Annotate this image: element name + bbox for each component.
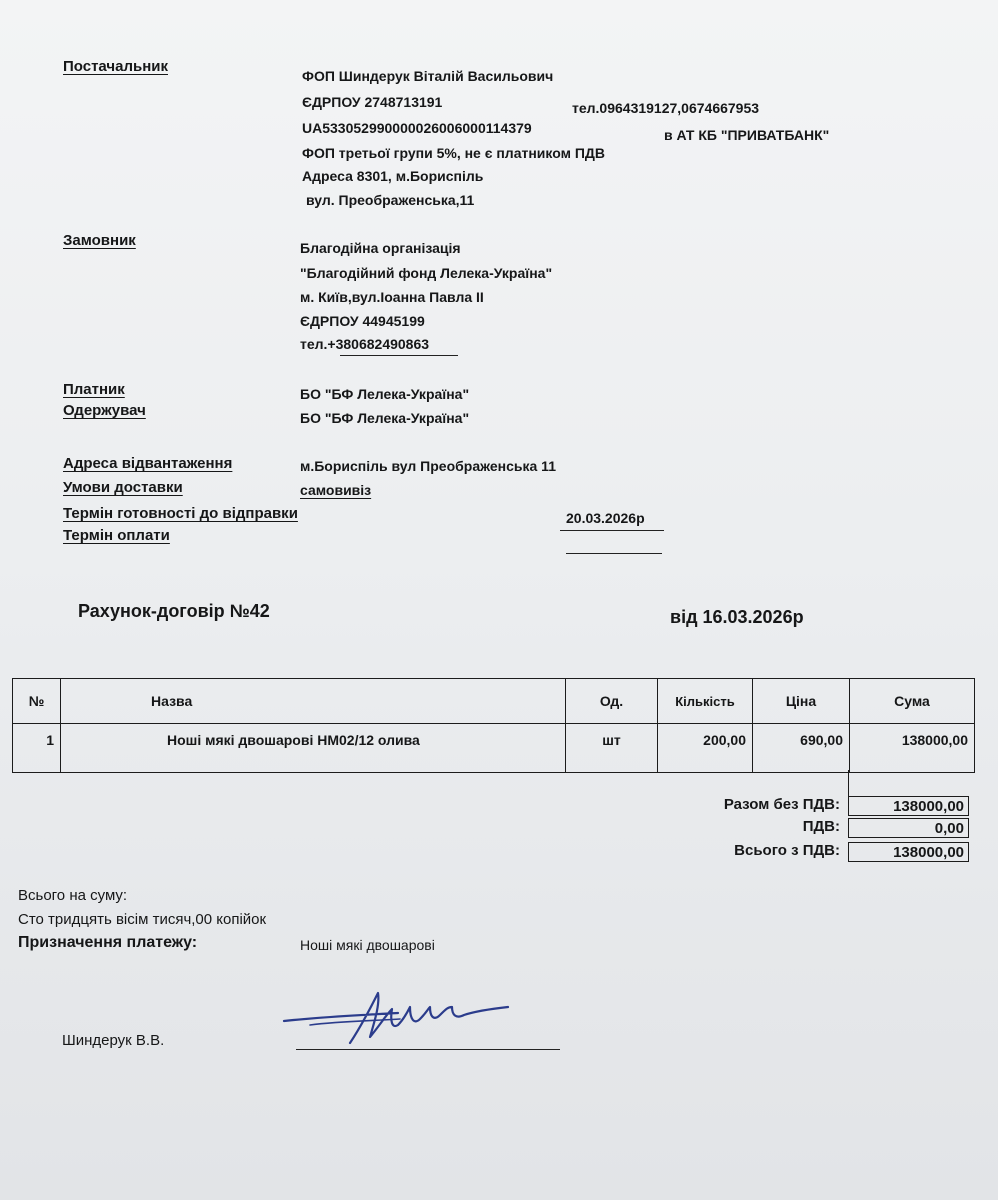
ready-term-label: Термін готовності до відправки bbox=[63, 505, 298, 522]
customer-edrpou: ЄДРПОУ 44945199 bbox=[300, 313, 425, 329]
payer-value: БО "БФ Лелека-Україна" bbox=[300, 386, 470, 402]
col-price-header: Ціна bbox=[753, 679, 850, 724]
row-sum: 138000,00 bbox=[850, 724, 975, 773]
payment-purpose-value: Ноші мякі двошарові bbox=[300, 937, 435, 953]
supplier-name: ФОП Шиндерук Віталій Васильович bbox=[302, 68, 554, 84]
table-header-row bbox=[13, 679, 975, 724]
customer-line-2: "Благодійний фонд Лелека-Україна" bbox=[300, 265, 553, 281]
total-value: 138000,00 bbox=[848, 842, 969, 862]
totals-connector bbox=[848, 770, 849, 796]
customer-phone: тел.+380682490863 bbox=[300, 336, 430, 352]
payer-label: Платник bbox=[63, 381, 125, 398]
shipping-address-value: м.Бориспіль вул Преображенська 11 bbox=[300, 458, 556, 474]
customer-label: Замовник bbox=[63, 232, 136, 249]
ready-term-value: 20.03.2026р bbox=[566, 510, 645, 526]
supplier-bank: в АТ КБ "ПРИВАТБАНК" bbox=[664, 127, 830, 143]
supplier-tax-status: ФОП третьої групи 5%, не є платником ПДВ bbox=[302, 145, 605, 161]
col-sum-header: Сума bbox=[850, 679, 975, 724]
items-table bbox=[12, 678, 975, 773]
row-unit: шт bbox=[566, 724, 658, 773]
total-in-words: Сто тридцять вісім тисяч,00 копійок bbox=[18, 911, 267, 928]
delivery-terms-label: Умови доставки bbox=[63, 479, 183, 496]
col-unit-header: Од. bbox=[566, 679, 658, 724]
table-row bbox=[13, 724, 975, 773]
supplier-address-1: Адреса 8301, м.Бориспіль bbox=[302, 168, 484, 184]
subtotal-value: 138000,00 bbox=[848, 796, 969, 816]
col-name-header: Назва bbox=[61, 679, 566, 724]
invoice-title: Рахунок-договір №42 bbox=[78, 601, 270, 621]
delivery-terms-value: самовивіз bbox=[300, 482, 372, 498]
subtotal-label: Разом без ПДВ: bbox=[723, 796, 840, 813]
supplier-phone: тел.0964319127,0674667953 bbox=[572, 100, 760, 116]
payment-term-label: Термін оплати bbox=[63, 527, 170, 544]
row-name: Ноші мякі двошарові НМ02/12 олива bbox=[61, 724, 566, 773]
payment-term-blank bbox=[566, 553, 662, 554]
invoice-date: від 16.03.2026р bbox=[670, 607, 804, 627]
supplier-label: Постачальник bbox=[63, 58, 168, 75]
supplier-edrpou: ЄДРПОУ 2748713191 bbox=[302, 94, 443, 110]
vat-label: ПДВ: bbox=[802, 818, 840, 835]
row-qty: 200,00 bbox=[658, 724, 753, 773]
ready-term-underline bbox=[560, 530, 664, 531]
row-price: 690,00 bbox=[753, 724, 850, 773]
vat-value: 0,00 bbox=[848, 818, 969, 838]
signatory-name: Шиндерук В.В. bbox=[62, 1032, 165, 1049]
recipient-label: Одержувач bbox=[63, 402, 146, 419]
customer-line-3: м. Київ,вул.Іоанна Павла ІІ bbox=[300, 289, 484, 305]
total-label: Всього з ПДВ: bbox=[734, 842, 840, 859]
payment-purpose-label: Призначення платежу: bbox=[18, 934, 198, 951]
shipping-address-label: Адреса відвантаження bbox=[63, 455, 233, 472]
recipient-value: БО "БФ Лелека-Україна" bbox=[300, 410, 470, 426]
signature-scribble bbox=[280, 985, 520, 1055]
supplier-address-2: вул. Преображенська,11 bbox=[306, 192, 475, 208]
phone-underline bbox=[340, 355, 458, 356]
supplier-iban: UA533052990000026006000114379 bbox=[302, 120, 532, 136]
col-qty-header: Кількість bbox=[658, 679, 753, 724]
row-num: 1 bbox=[13, 724, 61, 773]
total-in-words-label: Всього на суму: bbox=[18, 887, 128, 904]
customer-line-1: Благодійна організація bbox=[300, 240, 461, 256]
col-num-header: № bbox=[13, 679, 61, 724]
